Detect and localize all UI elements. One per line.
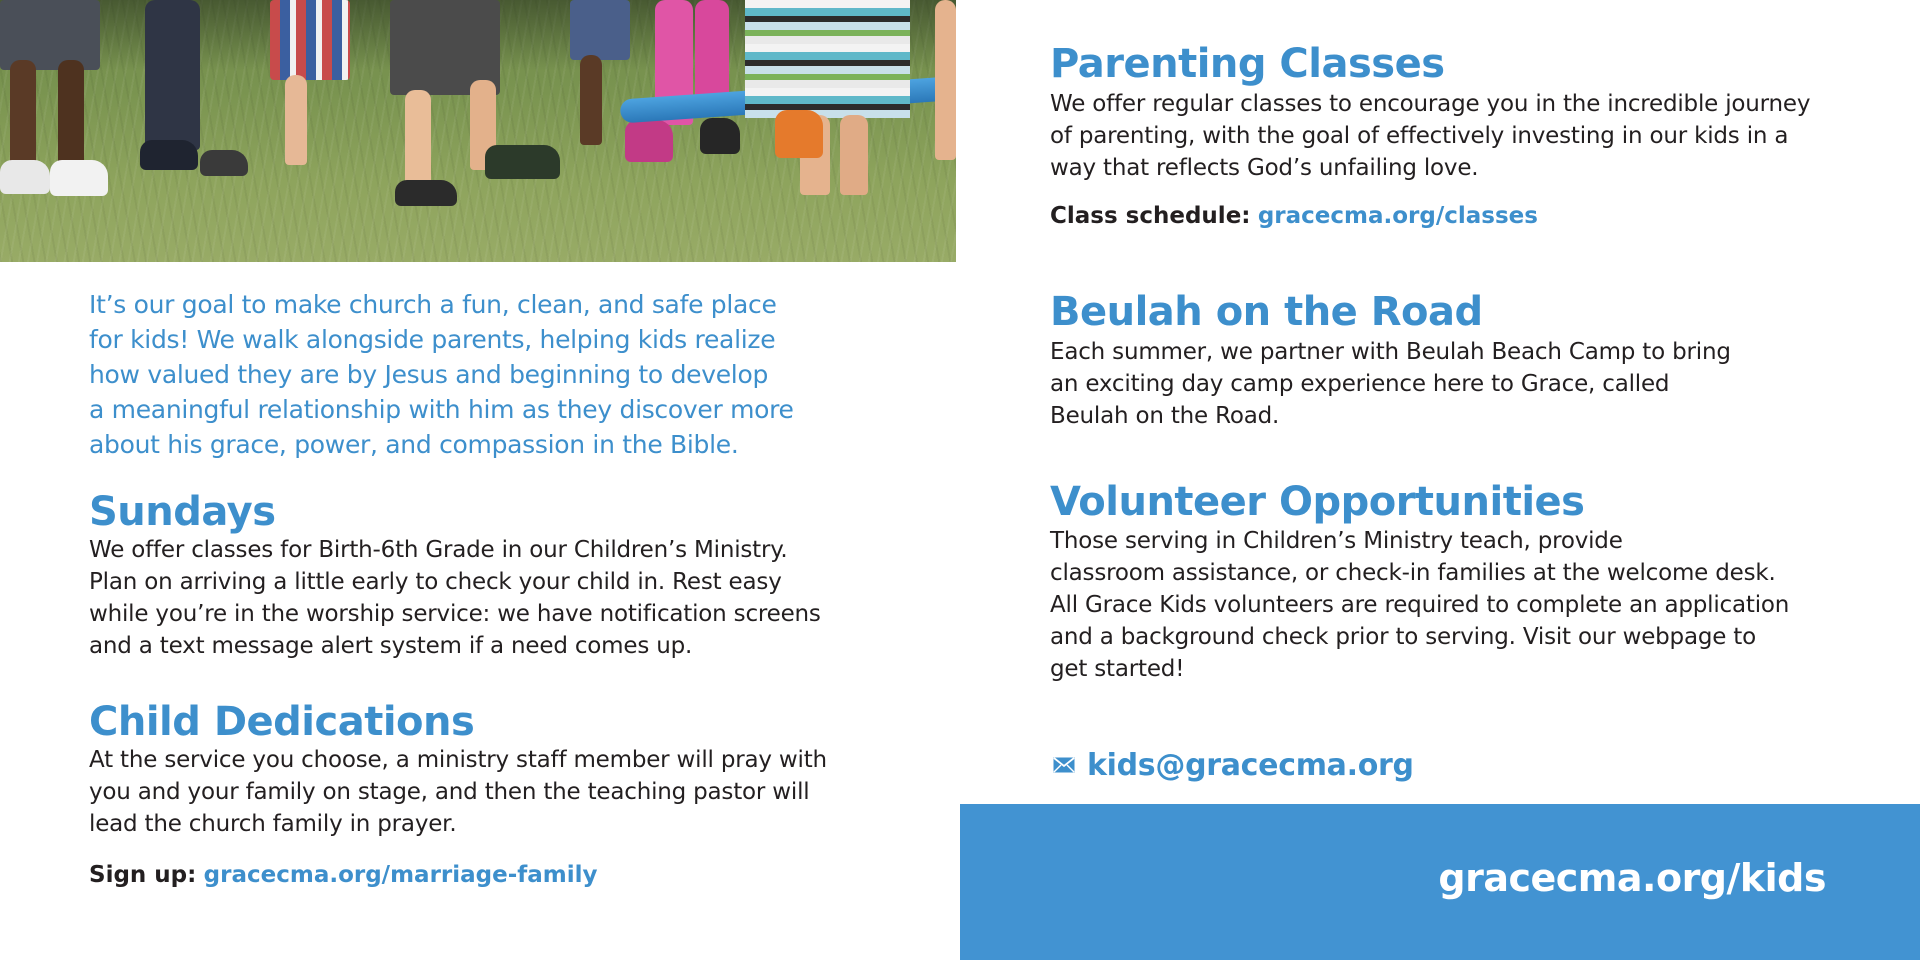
volunteer-line: get started! (1050, 656, 1185, 682)
dedications-body (89, 744, 827, 840)
sundays-line: while you’re in the worship service: we have notification screens (89, 601, 821, 627)
photo-shoe (700, 118, 740, 154)
intro-line: how valued they are by Jesus and beginning to develop (89, 360, 769, 389)
beulah-line: an exciting day camp experience here to Grace, called (1050, 371, 1670, 397)
photo-leg (935, 0, 956, 160)
photo-striped-dress (745, 0, 910, 118)
signup-label: Sign up: (89, 862, 197, 888)
photo-leg (580, 55, 602, 145)
volunteer-line: classroom assistance, or check-in families at the welcome desk. (1050, 560, 1776, 586)
photo-leg (58, 60, 84, 170)
photo-shoe (50, 160, 108, 196)
volunteer-line: Those serving in Children’s Ministry teach, provide (1050, 528, 1623, 554)
sundays-body (89, 534, 821, 662)
schedule-link[interactable]: gracecma.org/classes (1257, 203, 1538, 229)
photo-shoe (140, 140, 198, 170)
beulah-body (1050, 336, 1731, 432)
photo-leg (405, 90, 431, 185)
beulah-line: Each summer, we partner with Beulah Beach Camp to bring (1050, 339, 1731, 365)
photo-leg (10, 60, 36, 170)
photo-shoe (485, 145, 560, 179)
contact-email-row[interactable] (1053, 745, 1414, 785)
kids-photo (0, 0, 956, 262)
dedications-line: At the service you choose, a ministry staff member will pray with (89, 747, 827, 773)
contact-email[interactable]: kids@gracecma.org (1087, 747, 1414, 783)
parenting-line: of parenting, with the goal of effectively investing in our kids in a (1050, 123, 1789, 149)
dedications-line: you and your family on stage, and then the teaching pastor will (89, 779, 810, 805)
photo-shoe (625, 120, 673, 162)
footer-url[interactable]: gracecma.org/kids (1438, 856, 1826, 900)
photo-shorts (270, 0, 350, 80)
volunteer-body (1050, 525, 1789, 685)
sundays-line: Plan on arriving a little early to check your child in. Rest easy (89, 569, 782, 595)
intro-line: It’s our goal to make church a fun, clean, and safe place (89, 290, 777, 319)
footer-band (960, 804, 1920, 960)
photo-shoe (200, 150, 248, 176)
photo-shorts (0, 0, 100, 70)
sundays-heading: Sundays (89, 489, 276, 535)
photo-leg (145, 0, 200, 150)
sundays-line: We offer classes for Birth-6th Grade in our Children’s Ministry. (89, 537, 788, 563)
photo-shoe (0, 160, 50, 194)
intro-line: for kids! We walk alongside parents, helping kids realize (89, 325, 776, 354)
parenting-line: way that reflects God’s unfailing love. (1050, 155, 1479, 181)
photo-shoe (395, 180, 457, 206)
beulah-heading: Beulah on the Road (1050, 289, 1483, 335)
photo-shoe (775, 110, 823, 158)
parenting-heading: Parenting Classes (1050, 41, 1445, 87)
schedule-label: Class schedule: (1050, 203, 1251, 229)
volunteer-heading: Volunteer Opportunities (1050, 479, 1585, 525)
schedule-line (1050, 201, 1538, 231)
photo-leg (840, 115, 868, 195)
signup-link[interactable]: gracecma.org/marriage-family (203, 862, 598, 888)
sundays-line: and a text message alert system if a need comes up. (89, 633, 693, 659)
volunteer-line: and a background check prior to serving. Visit our webpage to (1050, 624, 1756, 650)
photo-leg (285, 75, 307, 165)
dedications-heading: Child Dedications (89, 699, 475, 745)
beulah-line: Beulah on the Road. (1050, 403, 1280, 429)
photo-shorts (570, 0, 630, 60)
signup-line (89, 860, 598, 890)
intro-line: about his grace, power, and compassion in the Bible. (89, 430, 739, 459)
mail-icon (1053, 757, 1075, 773)
intro-line: a meaningful relationship with him as they discover more (89, 395, 794, 424)
parenting-line: We offer regular classes to encourage you in the incredible journey (1050, 91, 1811, 117)
parenting-body (1050, 88, 1810, 184)
volunteer-line: All Grace Kids volunteers are required to complete an application (1050, 592, 1790, 618)
dedications-line: lead the church family in prayer. (89, 811, 457, 837)
intro-paragraph (89, 287, 794, 462)
